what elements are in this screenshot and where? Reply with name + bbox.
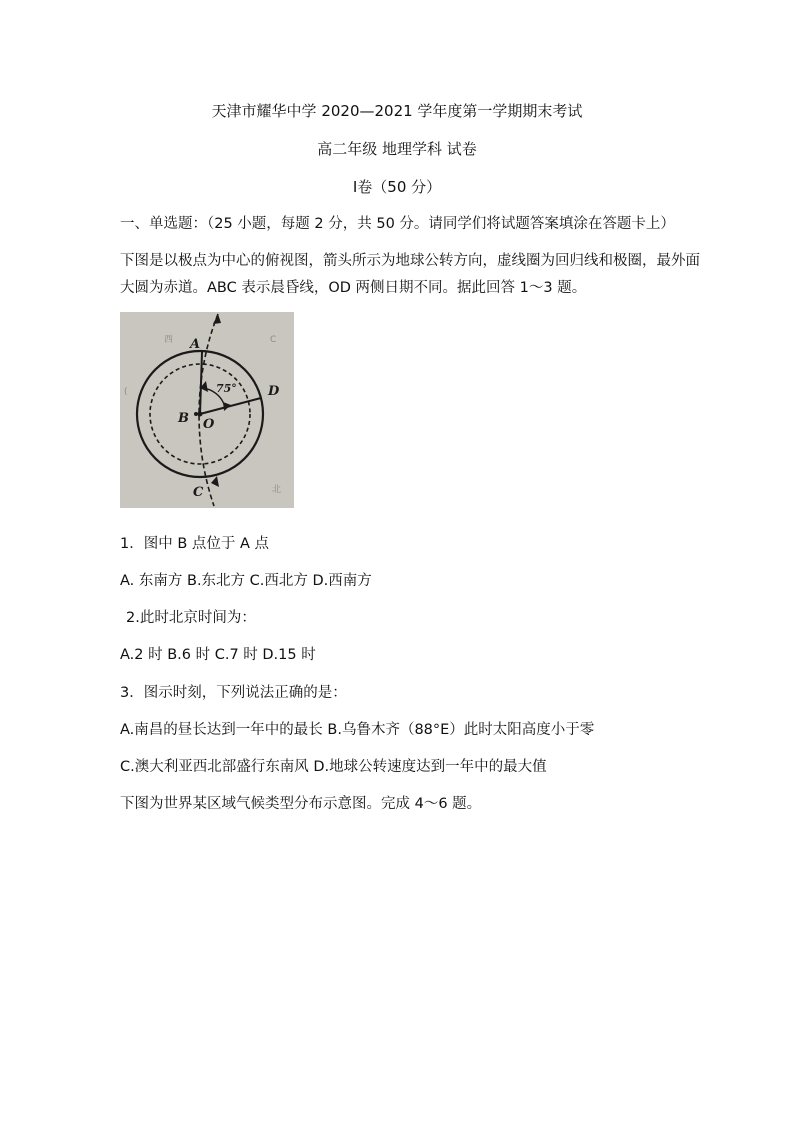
ghost-text: 西 [164, 335, 174, 345]
instructions: 一、单选题：（25 小题，每题 2 分，共 50 分。请同学们将试题答案填涂在答题卡上） [120, 216, 675, 232]
subject-title: 高二年级 地理学科 试卷 [317, 140, 477, 158]
radius-od [200, 398, 261, 414]
intro-1-line-1: 下图是以极点为中心的俯视图，箭头所示为地球公转方向，虚线圈为回归线和极圈，最外面 [120, 253, 700, 269]
label-b: B [178, 411, 189, 426]
label-o: O [203, 417, 215, 432]
polar-view-figure [120, 312, 294, 508]
label-a: A [190, 337, 201, 352]
radius-oa [200, 352, 202, 414]
arrow-down-icon [211, 476, 219, 487]
point-b [194, 412, 198, 416]
ghost-text: 北 [272, 485, 282, 495]
school-title: 天津市耀华中学 2020—2021 学年度第一学期期末考试 [211, 102, 583, 120]
question-1-options: A. 东南方 B.东北方 C.西北方 D.西南方 [120, 573, 372, 589]
question-2-options: A.2 时 B.6 时 C.7 时 D.15 时 [120, 647, 316, 663]
point-o [198, 412, 203, 417]
intro-1-line-2: 大圆为赤道。ABC 表示晨昏线，OD 两侧日期不同。据此回答 1～3 题。 [120, 280, 587, 296]
ghost-text: ( [124, 387, 128, 397]
question-3-options-line-1: A.南昌的昼长达到一年中的最长 B.乌鲁木齐（88°E）此时太阳高度小于零 [120, 722, 595, 738]
section-title: Ⅰ卷（50 分） [352, 178, 442, 196]
question-3-stem: 3．图示时刻，下列说法正确的是： [120, 685, 347, 701]
polar-diagram [120, 312, 294, 508]
question-1-stem: 1．图中 B 点位于 A 点 [120, 536, 270, 552]
question-3-options-line-2: C.澳大利亚西北部盛行东南风 D.地球公转速度达到一年中的最大值 [120, 759, 547, 775]
intro-2: 下图为世界某区域气候类型分布示意图。完成 4～6 题。 [120, 796, 482, 812]
question-2-stem: 2.此时北京时间为： [126, 610, 256, 626]
label-d: D [268, 384, 280, 399]
ghost-text: C [270, 335, 277, 345]
angle-label: 75° [216, 382, 237, 395]
label-c: C [193, 485, 204, 500]
